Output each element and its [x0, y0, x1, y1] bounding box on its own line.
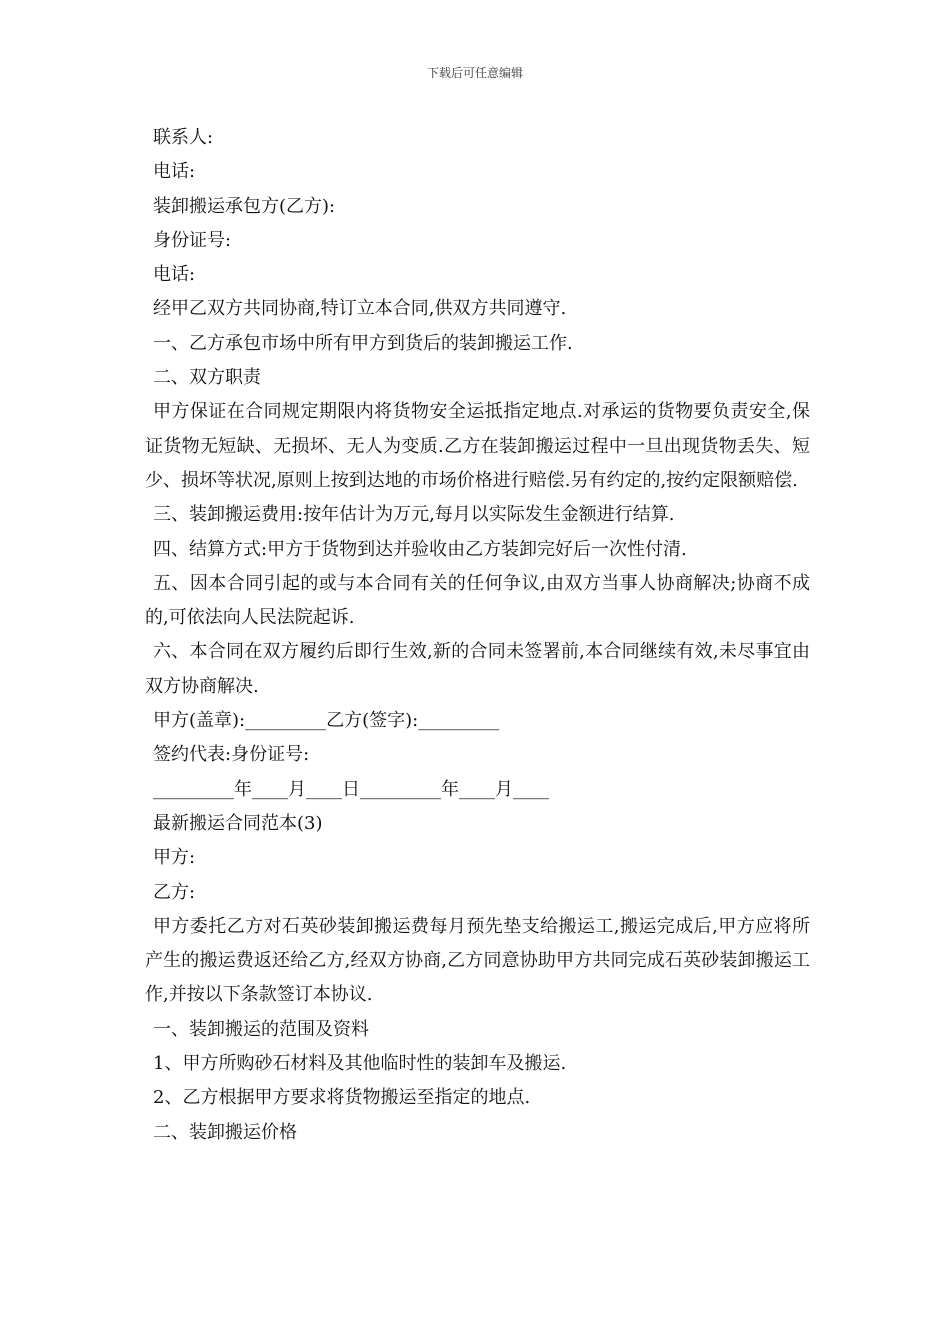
- text-line: 电话:: [153, 161, 196, 183]
- text-line: 一、装卸搬运的范围及资料: [153, 1018, 369, 1040]
- text-line: 1、甲方所购砂石材料及其他临时性的装卸车及搬运.: [153, 1053, 567, 1075]
- page-header: 下载后可任意编辑: [426, 66, 523, 80]
- text-line: _________年____月____日_________年____月____: [153, 778, 549, 800]
- text-line: 二、双方职责: [153, 367, 261, 389]
- text-line: 电话:: [153, 264, 196, 286]
- text-line: 甲方(盖章):_________乙方(签字):_________: [153, 710, 500, 732]
- text-line: 签约代表:身份证号:: [153, 744, 310, 766]
- paragraph: 甲方保证在合同规定期限内将货物安全运抵指定地点.对承运的货物要负责安全,保证货物无短缺、无损坏、无人为变质.乙方在装卸搬运过程中一旦出现货物丢失、短少、损坏等状况,原则上按到达地的市场价格进行赔偿.另有约定的,按约定限额赔偿.: [145, 401, 810, 491]
- paragraph: 甲方委托乙方对石英砂装卸搬运费每月预先垫支给搬运工,搬运完成后,甲方应将所产生的搬运费返还给乙方,经双方协商,乙方同意协助甲方共同完成石英砂装卸搬运工作,并按以下条款签订本协议.: [145, 915, 810, 1006]
- text-line: 装卸搬运承包方(乙方):: [153, 195, 336, 217]
- document-body: [145, 121, 810, 1150]
- paragraph: 五、因本合同引起的或与本合同有关的任何争议,由双方当事人协商解决;协商不成的,可依法向人民法院起诉.: [145, 572, 810, 629]
- text-line: 三、装卸搬运费用:按年估计为万元,每月以实际发生金额进行结算.: [153, 504, 675, 526]
- text-line: 四、结算方式:甲方于货物到达并验收由乙方装卸完好后一次性付清.: [153, 538, 687, 560]
- text-line: 一、乙方承包市场中所有甲方到货后的装卸搬运工作.: [153, 332, 573, 354]
- text-line: 最新搬运合同范本(3): [153, 812, 323, 834]
- paragraph: 六、本合同在双方履约后即行生效,新的合同未签署前,本合同继续有效,未尽事宜由双方协商解决.: [145, 641, 810, 697]
- text-line: 身份证号:: [153, 229, 232, 251]
- text-line: 经甲乙双方共同协商,特订立本合同,供双方共同遵守.: [153, 298, 567, 320]
- text-line: 乙方:: [153, 881, 196, 903]
- text-line: 2、乙方根据甲方要求将货物搬运至指定的地点.: [153, 1087, 531, 1109]
- text-line: 甲方:: [153, 847, 196, 869]
- text-line: 二、装卸搬运价格: [153, 1121, 297, 1143]
- text-line: 联系人:: [153, 127, 214, 148]
